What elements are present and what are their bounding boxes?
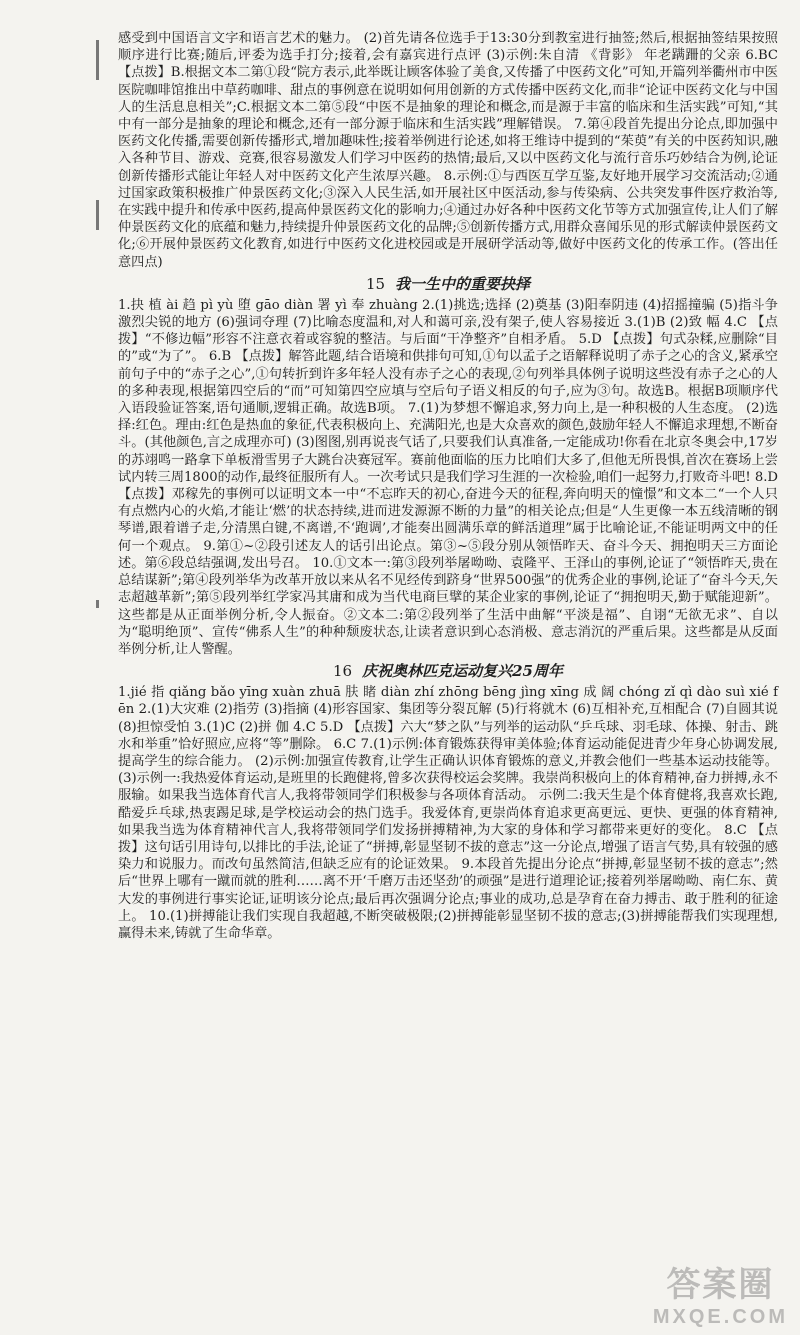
margin-mark — [96, 40, 99, 80]
section-title: 庆祝奥林匹克运动复兴25周年 — [362, 662, 563, 681]
margin-mark — [96, 200, 99, 230]
section-14-tail: 感受到中国语言文字和语言艺术的魅力。 (2)首先请各位选手于13:30分到教室进行抽签;然后,根据抽签结果按照顺序进行比赛;随后,评委为选手打分;接着,会有嘉宾进行点评 (3)示例:朱自清 《背影》 年老蹒跚的父亲 6.BC 【点拨】B.根据文本二第①段“院方表示,此举既让顾客体验了美食,又传播了中医药文化”可知,开篇列举衢州市中医医院咖啡馆推出中草药咖啡、甜点的事例意在说明如何用创新的方式传播中医药文化,而非“论证中医药文化与中国人的生活息息相关”;C.根据文本二第⑤段“中医不是抽象的理论和概念,而是源于丰富的临床和生活实践”可知,“其中有一部分是抽象的理论和概念,还有一部分源于临床和生活实践”理解错误。 7.第④段首先提出分论点,即加强中医药文化传播,需要创新传播形式,增加趣味性;接着举例进行论述,如将王维诗中提到的“茱萸”有关的中医药知识,融入各种节目、游戏、竞赛,很容易激发人们学习中医药的热情;最后,又以中医药文化与流行音乐巧妙结合为例,论证创新传播形式能让年轻人对中医药文化产生浓厚兴趣。 8.示例:①与西医互学互鉴,友好地开展学习交流活动;②通过国家政策积极推广仲景医药文化;③深入人民生活,如开展社区中医活动,参与传染病、公共突发事件医疗救治等,在实践中提升和传承中医药,提高仲景医药文化的影响力;④通过办好各种中医药文化节等方式加强宣传,让人们了解仲景医药文化的底蕴和魅力,持续提升仲景医药文化的品牌;⑤创新传播方式,用群众喜闻乐见的形式解读仲景医药文化;⑥开展仲景医药文化教育,如进行中医药文化进校园或是开展研学活动等,做好中医药文化的传承工作。(答出任意四点) — [118, 31, 778, 270]
section-16-heading — [118, 659, 778, 683]
section-number: 16 — [333, 662, 353, 681]
section-title: 我一生中的重要抉择 — [395, 274, 531, 293]
answer-page — [118, 30, 778, 942]
margin-mark — [96, 600, 99, 608]
section-15-body: 1.抉 植 ài 趋 pì yù 堕 gāo diàn 署 yì 奉 zhuàng 2.(1)挑选;选择 (2)奠基 (3)阳奉阴违 (4)招摇撞骗 (5)指斗争激烈尖锐的地方 (6)强词夺理 (7)比喻态度温和,对人和蔼可亲,没有架子,使人容易接近 3.(1)B (2)致 幅 4.C 【点拨】“不修边幅”形容不注意衣着或容貌的整洁。与后面“干净整齐”自相矛盾。 5.D 【点拨】句式杂糅,应删除“目的”或“为了”。 6.B 【点拨】解答此题,结合语境和供排句可知,①句以孟子之语解释说明了赤子之心的含义,紧承空前句子中的“赤子之心”,①句转折到许多年轻人没有赤子之心的表现,②句列举具体例子说明这些没有赤子之心的人的多种表现,根据第四空后的“而”可知第四空应填与空后句子语义相反的句子,应为③句。故选B。根据B项顺序代入语段验证答案,语句通顺,逻辑正确。故选B项。 7.(1)为梦想不懈追求,努力向上,是一种积极的人生态度。 (2)选择:红色。理由:红色是热血的象征,代表积极向上、充满阳光,也是大众喜欢的颜色,鼓励年轻人不懈追求理想,不断奋斗。(其他颜色,言之成理亦可) (3)图图,别再说丧气话了,只要我们认真准备,一定能成功!你看在北京冬奥会中,17岁的苏翊鸣一路拿下单板滑雪男子大跳台决赛冠军。赛前他面临的压力比咱们大多了,但他无所畏惧,首次在赛场上尝试内转三周1800的动作,最终征服所有人。一次考试只是我们学习生涯的一次检验,咱们一起努力,打败奇斗吧! 8.D 【点拨】邓稼先的事例可以证明文本一中“不忘昨天的初心,奋进今天的征程,奔向明天的憧憬”和文本二“一个人只有点燃内心的火焰,才能让‘燃’的状态持续,进而进发源源不断的力量”的相关论点;但是“人生更像一本五线清晰的钢琴谱,跟着谱子走,分清黑白键,不离谱,不‘跑调’,才能奏出圆满乐章的鲜活道理”属于比喻论证,不能证明两文中的任何一个观点。 9.第①~②段引述友人的话引出论点。第③~⑤段分别从领悟昨天、奋斗今天、拥抱明天三方面论述。第⑥段总结强调,发出号召。 10.①文本一:第③段列举屠呦呦、袁隆平、王泽山的事例,论证了“领悟昨天,贵在总结谋新”;第④段列举华为改革开放以来从名不见经传到跻身“世界500强”的优秀企业的事例,论证了“奋斗今天,矢志超越革新”;第⑤段列举红学家冯其庸和成为当代电商巨擘的某企业家的事例,论证了“拥抱明天,勤于赋能迎新”。这些都是从正面举例分析,令人振奋。②文本二:第②段列举了生活中曲解“平淡是福”、自诩“无欲无求”、自以为“聪明绝顶”、宣传“佛系人生”的种种颓废状态,让读者意识到心态消极、意志消沉的严重后果。这些都是从反面举例分析,让人警醒。 — [118, 297, 778, 657]
watermark-url: MXQE.COM — [652, 1306, 788, 1328]
watermark-main: 答案圈 — [666, 1266, 775, 1304]
section-15-heading — [118, 272, 778, 296]
watermark-logo — [653, 1257, 788, 1329]
section-16-body: 1.jié 指 qiǎng bǎo yīng xuàn zhuā 肤 睹 diàn zhí zhōng bēng jìng xīng 成 阔 chóng zǐ qì dào suì xié fēn 2.(1)大灾难 (2)指劳 (3)指摘 (4)形容国家、集团等分裂瓦解 (5)行将就木 (6)互相补充,互相配合 (7)自圆其说 (8)担惊受怕 3.(1)C (2)拼 伽 4.C 5.D 【点拨】六大“梦之队”与列举的运动队“乒乓球、羽毛球、体操、射击、跳水和举重”恰好照应,应将“等”删除。 6.C 7.(1)示例:体育锻炼获得审美体验;体育运动能促进青少年身心协调发展,提高学生的综合能力。 (2)示例:加强宣传教育,让学生正确认识体育锻炼的意义,并教会他们一些基本运动技能等。 (3)示例一:我热爱体育运动,是班里的长跑健将,曾多次获得校运会奖牌。我崇尚积极向上的体育精神,奋力拼搏,永不服输。如果我当选体育代言人,我将带领同学们积极参与各项体育活动。 示例二:我天生是个体育健将,我喜欢长跑,酷爱乒乓球,热衷踢足球,是学校运动会的热门选手。我爱体育,更崇尚体育追求更高更远、更快、更强的体育精神,如果我当选为体育精神代言人,我将带领同学们发扬拼搏精神,为大家的身体和学习都带来更好的变化。 8.C 【点拨】这句话引用诗句,以排比的手法,论证了“拼搏,彰显坚韧不拔的意志”这一分论点,增强了语言气势,具有较强的感染力和说服力。而改句虽然简洁,但缺乏应有的论证效果。 9.本段首先提出分论点“拼搏,彰显坚韧不拔的意志”;然后“世界上哪有一蹴而就的胜利……离不开‘千磨万击还坚劲’的顽强”是进行道理论证;接着列举屠呦呦、南仁东、黄大发的事例进行事实论证,证明该分论点;最后再次强调分论点;事业的成功,总是孕育在奋力搏击、敢于胜利的征途上。 10.(1)拼搏能让我们实现自我超越,不断突破极限;(2)拼搏能彰显坚韧不拔的意志;(3)拼搏能帮我们实现理想,赢得未来,铸就了生命华章。 — [118, 685, 778, 941]
section-number: 15 — [365, 274, 386, 293]
